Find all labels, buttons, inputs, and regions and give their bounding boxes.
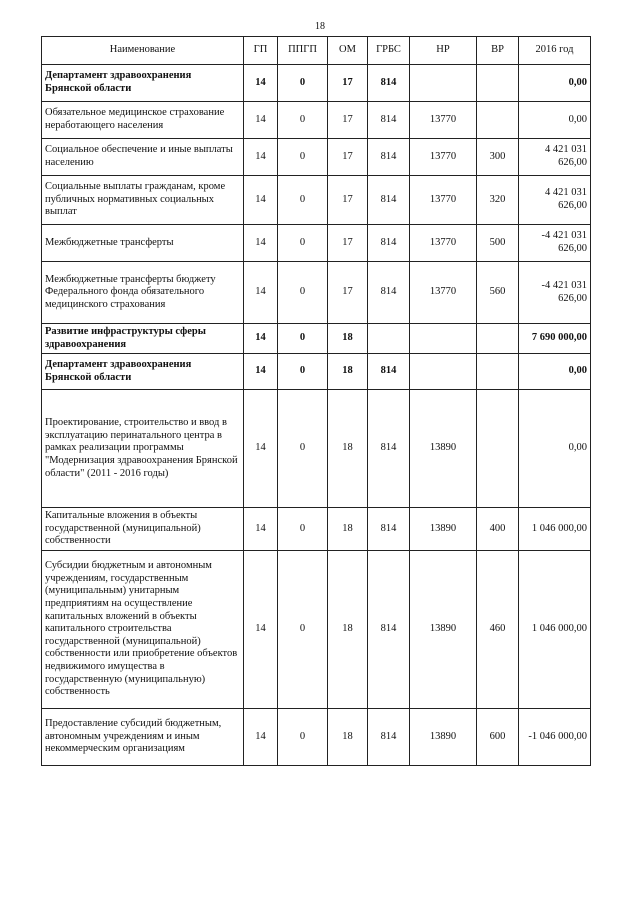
cell-om: 18 — [328, 550, 368, 708]
cell-ppgp: 0 — [278, 550, 328, 708]
cell-ppgp: 0 — [278, 225, 328, 262]
cell-grbs: 814 — [368, 354, 410, 390]
cell-om: 18 — [328, 508, 368, 551]
cell-gp: 14 — [244, 139, 278, 176]
cell-grbs: 814 — [368, 550, 410, 708]
table-row — [42, 139, 591, 176]
cell-ppgp: 0 — [278, 102, 328, 139]
cell-gp: 14 — [244, 354, 278, 390]
cell-om: 17 — [328, 225, 368, 262]
cell-vr: 600 — [477, 708, 519, 765]
cell-vr: 400 — [477, 508, 519, 551]
cell-name: Развитие инфраструктуры сферы здравоохранения — [42, 324, 244, 354]
table-row — [42, 225, 591, 262]
table-row — [42, 262, 591, 324]
cell-nr: 13770 — [410, 262, 477, 324]
cell-ppgp: 0 — [278, 708, 328, 765]
cell-grbs: 814 — [368, 708, 410, 765]
header-vr: ВР — [477, 37, 519, 65]
cell-name: Межбюджетные трансферты — [42, 225, 244, 262]
cell-gp: 14 — [244, 390, 278, 508]
cell-amount: 7 690 000,00 — [519, 324, 591, 354]
cell-grbs: 814 — [368, 390, 410, 508]
cell-om: 17 — [328, 176, 368, 225]
cell-amount: -4 421 031 626,00 — [519, 262, 591, 324]
cell-name: Обязательное медицинское страхование неработающего населения — [42, 102, 244, 139]
cell-vr — [477, 102, 519, 139]
cell-name: Предоставление субсидий бюджетным, автономным учреждениям и иным некоммерческим организациям — [42, 708, 244, 765]
cell-name: Межбюджетные трансферты бюджету Федерального фонда обязательного медицинского страхования — [42, 262, 244, 324]
cell-vr: 560 — [477, 262, 519, 324]
cell-ppgp: 0 — [278, 262, 328, 324]
table-header-row — [42, 37, 591, 65]
cell-gp: 14 — [244, 508, 278, 551]
cell-grbs: 814 — [368, 102, 410, 139]
header-name: Наименование — [42, 37, 244, 65]
cell-om: 17 — [328, 262, 368, 324]
cell-om: 18 — [328, 324, 368, 354]
cell-nr: 13890 — [410, 550, 477, 708]
cell-ppgp: 0 — [278, 508, 328, 551]
page-number: 18 — [315, 21, 325, 32]
cell-name: Социальное обеспечение и иные выплаты населению — [42, 139, 244, 176]
header-om: ОМ — [328, 37, 368, 65]
cell-nr: 13890 — [410, 708, 477, 765]
cell-nr: 13770 — [410, 225, 477, 262]
cell-nr: 13770 — [410, 102, 477, 139]
cell-vr: 300 — [477, 139, 519, 176]
cell-vr — [477, 354, 519, 390]
table-row — [42, 508, 591, 551]
cell-vr: 460 — [477, 550, 519, 708]
cell-grbs: 814 — [368, 262, 410, 324]
cell-ppgp: 0 — [278, 354, 328, 390]
cell-nr: 13770 — [410, 139, 477, 176]
cell-nr: 13770 — [410, 176, 477, 225]
table-row — [42, 708, 591, 765]
cell-nr: 13890 — [410, 508, 477, 551]
cell-nr — [410, 324, 477, 354]
cell-om: 17 — [328, 139, 368, 176]
cell-om: 18 — [328, 390, 368, 508]
cell-amount: 0,00 — [519, 102, 591, 139]
cell-om: 17 — [328, 65, 368, 102]
cell-gp: 14 — [244, 176, 278, 225]
header-ppgp: ППГП — [278, 37, 328, 65]
cell-gp: 14 — [244, 102, 278, 139]
cell-name: Субсидии бюджетным и автономным учреждениям, государственным (муниципальным) унитарным предприятиям на осуществление капитальных вложений в объекты капитального строительства государственной (муниципальной) собственности или приобретение объектов недвижимого имущества в государственную (муниципальную) собственность — [42, 550, 244, 708]
table-row — [42, 550, 591, 708]
header-nr: НР — [410, 37, 477, 65]
cell-ppgp: 0 — [278, 390, 328, 508]
header-gp: ГП — [244, 37, 278, 65]
budget-table — [41, 36, 591, 766]
cell-gp: 14 — [244, 708, 278, 765]
table-row — [42, 354, 591, 390]
cell-name: Социальные выплаты гражданам, кроме публичных нормативных социальных выплат — [42, 176, 244, 225]
cell-amount: 4 421 031 626,00 — [519, 176, 591, 225]
cell-vr — [477, 324, 519, 354]
cell-gp: 14 — [244, 550, 278, 708]
cell-grbs: 814 — [368, 139, 410, 176]
cell-name: Капитальные вложения в объекты государственной (муниципальной) собственности — [42, 508, 244, 551]
cell-gp: 14 — [244, 225, 278, 262]
cell-gp: 14 — [244, 324, 278, 354]
cell-ppgp: 0 — [278, 324, 328, 354]
cell-gp: 14 — [244, 65, 278, 102]
table-row — [42, 176, 591, 225]
table-row — [42, 390, 591, 508]
cell-vr — [477, 65, 519, 102]
cell-amount: -4 421 031 626,00 — [519, 225, 591, 262]
cell-amount: 1 046 000,00 — [519, 508, 591, 551]
table-row — [42, 324, 591, 354]
cell-ppgp: 0 — [278, 176, 328, 225]
cell-name: Департамент здравоохранения Брянской области — [42, 65, 244, 102]
cell-amount: -1 046 000,00 — [519, 708, 591, 765]
cell-vr — [477, 390, 519, 508]
cell-grbs — [368, 324, 410, 354]
cell-vr: 320 — [477, 176, 519, 225]
cell-om: 17 — [328, 102, 368, 139]
cell-grbs: 814 — [368, 176, 410, 225]
table-row — [42, 102, 591, 139]
cell-amount: 0,00 — [519, 65, 591, 102]
cell-grbs: 814 — [368, 508, 410, 551]
header-grbs: ГРБС — [368, 37, 410, 65]
cell-om: 18 — [328, 354, 368, 390]
table-row — [42, 65, 591, 102]
cell-nr — [410, 65, 477, 102]
cell-ppgp: 0 — [278, 65, 328, 102]
cell-ppgp: 0 — [278, 139, 328, 176]
cell-nr — [410, 354, 477, 390]
cell-name: Департамент здравоохранения Брянской области — [42, 354, 244, 390]
cell-om: 18 — [328, 708, 368, 765]
cell-nr: 13890 — [410, 390, 477, 508]
cell-gp: 14 — [244, 262, 278, 324]
cell-amount: 0,00 — [519, 354, 591, 390]
cell-grbs: 814 — [368, 65, 410, 102]
cell-grbs: 814 — [368, 225, 410, 262]
cell-vr: 500 — [477, 225, 519, 262]
cell-amount: 4 421 031 626,00 — [519, 139, 591, 176]
cell-amount: 1 046 000,00 — [519, 550, 591, 708]
cell-name: Проектирование, строительство и ввод в эксплуатацию перинатального центра в рамках реализации программы "Модернизация здравоохранения Брянской области" (2011 - 2016 годы) — [42, 390, 244, 508]
header-year: 2016 год — [519, 37, 591, 65]
cell-amount: 0,00 — [519, 390, 591, 508]
